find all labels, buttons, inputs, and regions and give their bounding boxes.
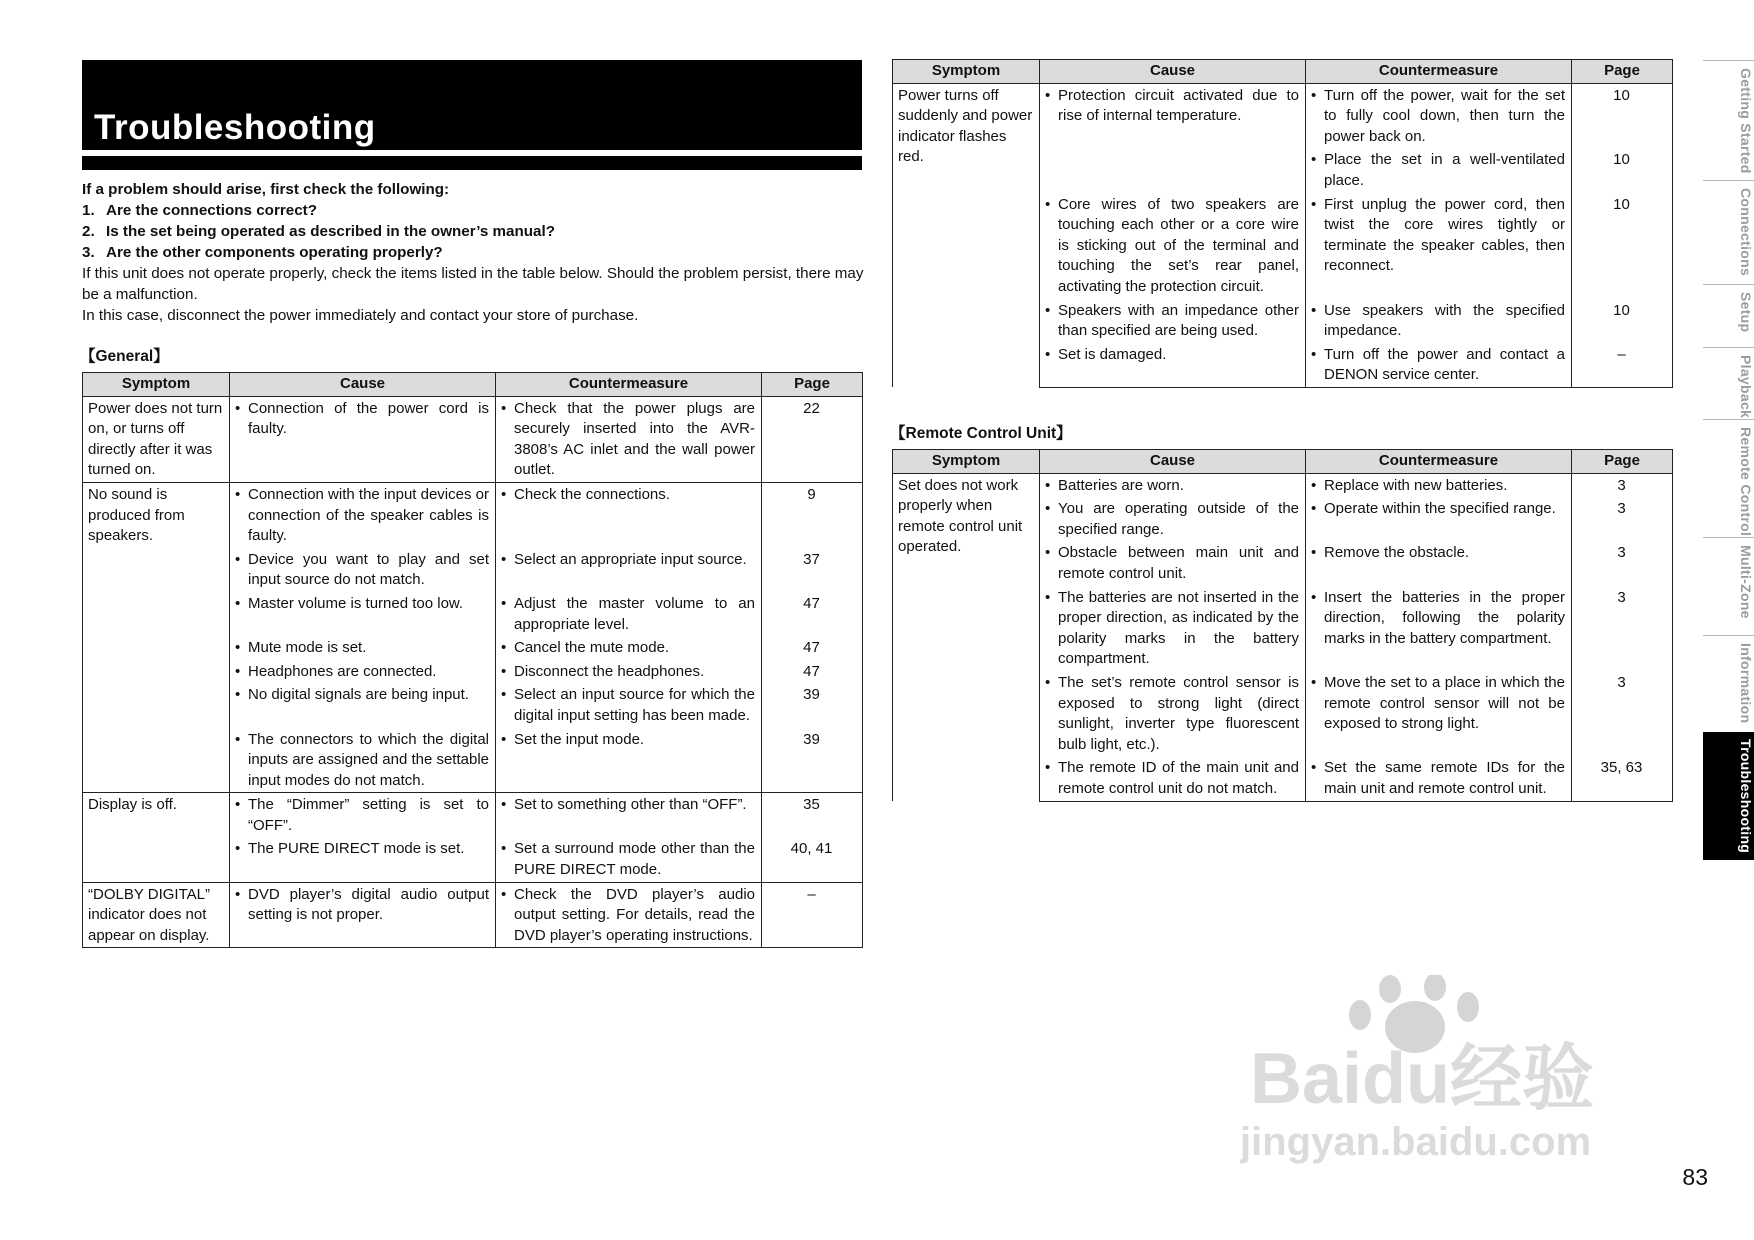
symptom-cell: Display is off. xyxy=(83,793,230,882)
column-header-page: Page xyxy=(1572,60,1673,84)
side-tab-label: Information xyxy=(1738,643,1754,724)
cause-text: • Mute mode is set. xyxy=(235,638,489,659)
cause-text: • The set’s remote control sensor is exposed to strong light (direct sunlight, inverter type fluorescent bulb light, etc.). xyxy=(1045,673,1299,755)
check-item xyxy=(82,242,872,263)
page-cell: 22 xyxy=(762,396,863,482)
countermeasure-cell xyxy=(496,837,762,882)
intro-section xyxy=(82,179,872,326)
side-tab-label: Connections xyxy=(1738,188,1754,277)
cause-text: • Master volume is turned too low. xyxy=(235,594,489,615)
side-tab-multi-zone[interactable] xyxy=(1703,537,1754,636)
symptom-cell: “DOLBY DIGITAL” indicator does not appear on display. xyxy=(83,882,230,948)
countermeasure-text: • Remove the obstacle. xyxy=(1311,543,1565,564)
column-header-symptom: Symptom xyxy=(83,373,230,397)
cause-cell xyxy=(1040,473,1306,497)
column-header-symptom: Symptom xyxy=(893,450,1040,474)
countermeasure-cell xyxy=(1306,756,1572,801)
watermark xyxy=(1240,975,1660,1175)
check-item xyxy=(82,200,872,221)
remote-troubleshooting-table xyxy=(892,449,1673,802)
page-cell: 47 xyxy=(762,592,863,636)
countermeasure-cell xyxy=(1306,193,1572,299)
side-tab-remote-control[interactable] xyxy=(1703,419,1754,538)
countermeasure-text: • Set the input mode. xyxy=(501,730,755,751)
column-header-symptom: Symptom xyxy=(893,60,1040,84)
page-cell: 35 xyxy=(762,793,863,838)
cause-text: • You are operating outside of the specified range. xyxy=(1045,499,1299,540)
countermeasure-text: • Check the connections. xyxy=(501,485,755,506)
cause-cell xyxy=(1040,83,1306,148)
countermeasure-cell xyxy=(496,683,762,727)
countermeasure-text: • Turn off the power, wait for the set to fully cool down, then turn the power back on. xyxy=(1311,86,1565,148)
cause-text: • Protection circuit activated due to rise of internal temperature. xyxy=(1045,86,1299,127)
check-text: Is the set being operated as described in the owner’s manual? xyxy=(106,223,555,240)
page-cell: 35, 63 xyxy=(1572,756,1673,801)
countermeasure-cell xyxy=(1306,148,1572,192)
check-text: Are the connections correct? xyxy=(106,202,317,219)
countermeasure-cell xyxy=(496,396,762,482)
cause-cell xyxy=(230,882,496,948)
cause-cell xyxy=(230,837,496,882)
cause-cell xyxy=(1040,541,1306,585)
table-row xyxy=(83,882,863,948)
cause-text: • The “Dimmer” setting is set to “OFF”. xyxy=(235,795,489,836)
column-header-cause: Cause xyxy=(1040,60,1306,84)
countermeasure-text: • Check that the power plugs are securely inserted into the AVR-3808’s AC inlet and the wall power outlet. xyxy=(501,399,755,481)
cause-cell xyxy=(230,728,496,793)
cause-text: • Core wires of two speakers are touching each other or a core wire is sticking out of the terminal and touching the set’s rear panel, activating the protection circuit. xyxy=(1045,195,1299,298)
side-tab-setup[interactable] xyxy=(1703,284,1754,348)
column-header-page: Page xyxy=(762,373,863,397)
countermeasure-cell xyxy=(496,728,762,793)
side-tab-label: Setup xyxy=(1738,292,1754,333)
check-number: 3. xyxy=(82,244,95,261)
countermeasure-text: • Set the same remote IDs for the main unit and remote control unit. xyxy=(1311,758,1565,799)
symptom-cell: No sound is produced from speakers. xyxy=(83,482,230,792)
page-cell: 10 xyxy=(1572,83,1673,148)
page-cell: 3 xyxy=(1572,586,1673,671)
column-header-countermeasure: Countermeasure xyxy=(496,373,762,397)
table-row xyxy=(83,396,863,482)
countermeasure-text: • Place the set in a well-ventilated place. xyxy=(1311,150,1565,191)
cause-text: • The connectors to which the digital inputs are assigned and the settable input modes do not match. xyxy=(235,730,489,792)
countermeasure-cell xyxy=(496,482,762,547)
check-number: 1. xyxy=(82,202,95,219)
general-troubleshooting-table-continued xyxy=(892,59,1673,388)
page-cell: – xyxy=(1572,343,1673,388)
cause-cell xyxy=(230,396,496,482)
countermeasure-text: • Set a surround mode other than the PURE DIRECT mode. xyxy=(501,839,755,880)
countermeasure-text: • Cancel the mute mode. xyxy=(501,638,755,659)
symptom-cell: Power turns off suddenly and power indicator flashes red. xyxy=(893,83,1040,387)
countermeasure-cell xyxy=(1306,541,1572,585)
table-row xyxy=(893,83,1673,148)
cause-cell xyxy=(1040,299,1306,343)
intro-paragraph: If this unit does not operate properly, check the items listed in the table below. Should the problem persist, there may be a malfunction. xyxy=(82,265,864,303)
countermeasure-cell xyxy=(496,592,762,636)
cause-text: • The PURE DIRECT mode is set. xyxy=(235,839,489,860)
section-heading-general: 【General】 xyxy=(80,348,169,365)
side-tab-label: Getting Started xyxy=(1738,68,1754,174)
intro-paragraph: In this case, disconnect the power immediately and contact your store of purchase. xyxy=(82,307,639,324)
page-cell: 3 xyxy=(1572,671,1673,756)
check-number: 2. xyxy=(82,223,95,240)
countermeasure-text: • Use speakers with the specified impedance. xyxy=(1311,301,1565,342)
countermeasure-text: • Set to something other than “OFF”. xyxy=(501,795,755,816)
table-row xyxy=(83,482,863,547)
check-text: Are the other components operating properly? xyxy=(106,244,443,261)
countermeasure-text: • Adjust the master volume to an appropriate level. xyxy=(501,594,755,635)
page-cell: 10 xyxy=(1572,193,1673,299)
cause-text: • Connection of the power cord is faulty. xyxy=(235,399,489,440)
cause-cell xyxy=(1040,586,1306,671)
countermeasure-text: • Insert the batteries in the proper direction, following the polarity marks in the battery compartment. xyxy=(1311,588,1565,650)
cause-cell xyxy=(230,592,496,636)
countermeasure-cell xyxy=(1306,343,1572,388)
page-cell: 47 xyxy=(762,636,863,660)
countermeasure-text: • Disconnect the headphones. xyxy=(501,662,755,683)
title-rule xyxy=(82,156,862,170)
countermeasure-cell xyxy=(496,793,762,838)
countermeasure-cell xyxy=(496,882,762,948)
column-header-countermeasure: Countermeasure xyxy=(1306,60,1572,84)
cause-text: • Obstacle between main unit and remote control unit. xyxy=(1045,543,1299,584)
page-title: Troubleshooting xyxy=(94,108,376,147)
side-tab-playback[interactable] xyxy=(1703,347,1754,420)
side-tab-getting-started[interactable] xyxy=(1703,60,1754,181)
table-row xyxy=(83,793,863,838)
cause-text: • Speakers with an impedance other than specified are being used. xyxy=(1045,301,1299,342)
side-tab-label: Multi-Zone xyxy=(1738,545,1754,619)
side-tab-label: Remote Control xyxy=(1738,427,1754,537)
side-tab-information[interactable] xyxy=(1703,635,1754,733)
countermeasure-text: • Operate within the specified range. xyxy=(1311,499,1565,520)
countermeasure-text: • Move the set to a place in which the remote control sensor will not be exposed to strong light. xyxy=(1311,673,1565,735)
check-item xyxy=(82,221,872,242)
cause-cell xyxy=(230,660,496,684)
page-cell: 3 xyxy=(1572,473,1673,497)
table-header-row xyxy=(83,373,863,397)
side-tab-connections[interactable] xyxy=(1703,180,1754,285)
countermeasure-cell xyxy=(496,660,762,684)
countermeasure-text: • Replace with new batteries. xyxy=(1311,476,1565,497)
table-row xyxy=(893,473,1673,497)
cause-cell xyxy=(1040,343,1306,388)
page-cell: 37 xyxy=(762,548,863,592)
cause-text: • The remote ID of the main unit and remote control unit do not match. xyxy=(1045,758,1299,799)
cause-text: • DVD player’s digital audio output setting is not proper. xyxy=(235,885,489,926)
side-tab-troubleshooting[interactable] xyxy=(1703,732,1754,860)
cause-text: • Batteries are worn. xyxy=(1045,476,1299,497)
general-troubleshooting-table xyxy=(82,372,863,948)
countermeasure-text: • Turn off the power and contact a DENON service center. xyxy=(1311,345,1565,386)
cause-cell xyxy=(230,636,496,660)
cause-text: • The batteries are not inserted in the proper direction, as indicated by the polarity marks in the battery compartment. xyxy=(1045,588,1299,670)
page-cell: 39 xyxy=(762,728,863,793)
countermeasure-cell xyxy=(1306,497,1572,541)
cause-text: • Device you want to play and set input source do not match. xyxy=(235,550,489,591)
side-tab-label: Troubleshooting xyxy=(1738,739,1754,854)
symptom-cell: Power does not turn on, or turns off directly after it was turned on. xyxy=(83,396,230,482)
page-cell: 47 xyxy=(762,660,863,684)
page-cell: – xyxy=(762,882,863,948)
countermeasure-cell xyxy=(496,636,762,660)
page-cell: 39 xyxy=(762,683,863,727)
countermeasure-cell xyxy=(496,548,762,592)
page-cell: 10 xyxy=(1572,148,1673,192)
column-header-countermeasure: Countermeasure xyxy=(1306,450,1572,474)
cause-cell xyxy=(1040,497,1306,541)
countermeasure-cell xyxy=(1306,473,1572,497)
cause-text: • Connection with the input devices or connection of the speaker cables is faulty. xyxy=(235,485,489,547)
column-header-cause: Cause xyxy=(230,373,496,397)
page-cell: 9 xyxy=(762,482,863,547)
page-cell: 40, 41 xyxy=(762,837,863,882)
symptom-cell: Set does not work properly when remote control unit operated. xyxy=(893,473,1040,801)
column-header-page: Page xyxy=(1572,450,1673,474)
cause-cell xyxy=(1040,671,1306,756)
countermeasure-cell xyxy=(1306,671,1572,756)
cause-cell xyxy=(230,793,496,838)
cause-text: • Headphones are connected. xyxy=(235,662,489,683)
table-header-row xyxy=(893,450,1673,474)
cause-cell xyxy=(230,482,496,547)
countermeasure-cell xyxy=(1306,586,1572,671)
page-cell: 10 xyxy=(1572,299,1673,343)
cause-cell xyxy=(1040,756,1306,801)
watermark-brand: Baidu经验 xyxy=(1250,1039,1595,1119)
countermeasure-cell xyxy=(1306,83,1572,148)
side-tab-label: Playback xyxy=(1738,355,1754,419)
cause-cell xyxy=(230,683,496,727)
table-header-row xyxy=(893,60,1673,84)
cause-text: • Set is damaged. xyxy=(1045,345,1299,366)
cause-cell xyxy=(230,548,496,592)
page-cell: 3 xyxy=(1572,541,1673,585)
countermeasure-text: • Select an appropriate input source. xyxy=(501,550,755,571)
cause-cell xyxy=(1040,148,1306,192)
countermeasure-text: • Select an input source for which the digital input setting has been made. xyxy=(501,685,755,726)
countermeasure-text: • Check the DVD player’s audio output setting. For details, read the DVD player’s operating instructions. xyxy=(501,885,755,947)
intro-lead: If a problem should arise, first check the following: xyxy=(82,181,450,198)
countermeasure-cell xyxy=(1306,299,1572,343)
column-header-cause: Cause xyxy=(1040,450,1306,474)
watermark-url: jingyan.baidu.com xyxy=(1240,1120,1592,1164)
cause-text: • No digital signals are being input. xyxy=(235,685,489,706)
countermeasure-text: • First unplug the power cord, then twist the core wires tightly or terminate the speaker cables, then reconnect. xyxy=(1311,195,1565,277)
title-bar xyxy=(82,60,862,150)
page-number: 83 xyxy=(1682,1164,1708,1190)
section-heading-remote: 【Remote Control Unit】 xyxy=(890,425,1072,442)
cause-cell xyxy=(1040,193,1306,299)
page-cell: 3 xyxy=(1572,497,1673,541)
